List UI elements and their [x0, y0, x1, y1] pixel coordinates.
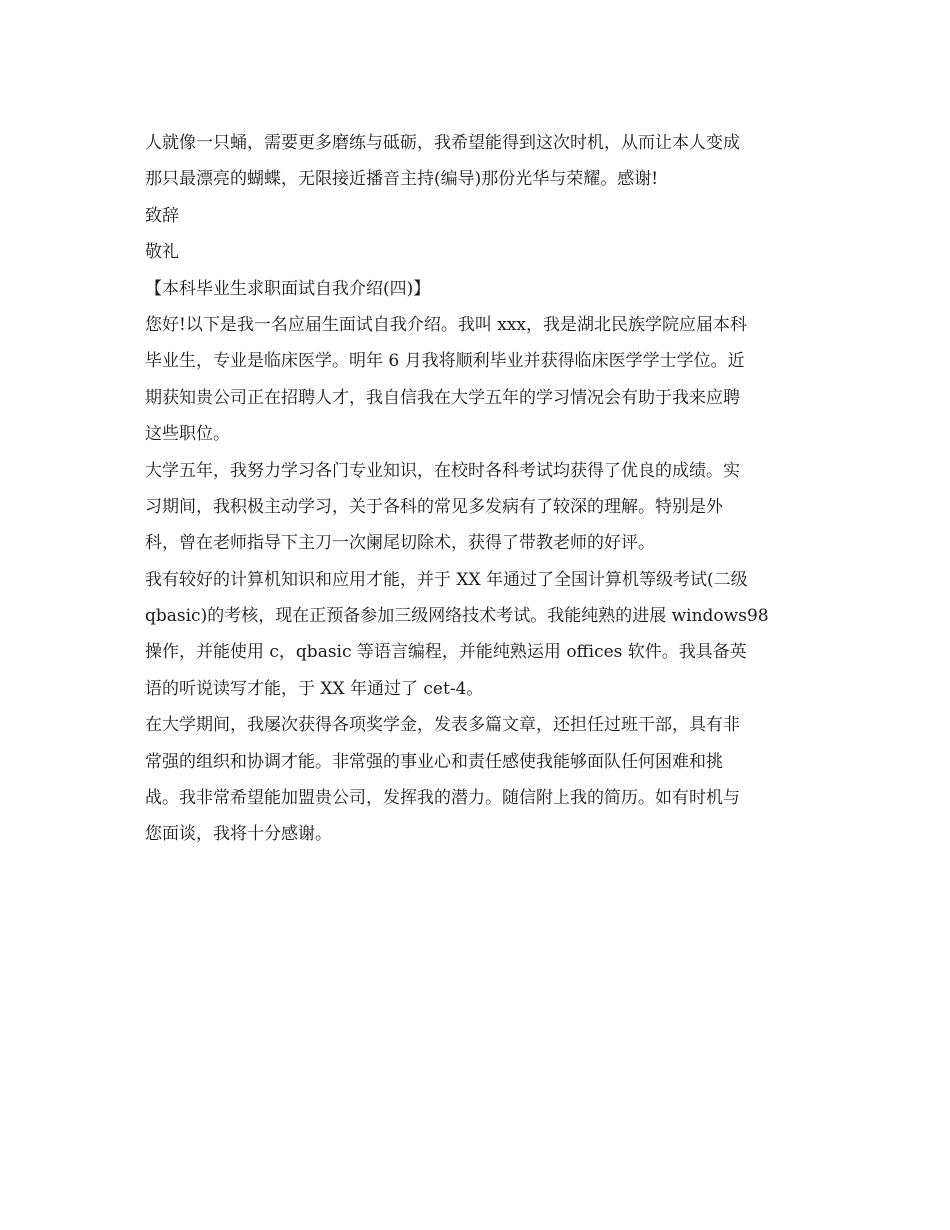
- text-line: 大学五年，我努力学习各门专业知识，在校时各科考试均获得了优良的成绩。实: [145, 460, 740, 481]
- text-line: 操作，并能使用 c，qbasic 等语言编程，并能纯熟运用 offices 软件。我具备英: [145, 642, 747, 663]
- text-line: 您面谈，我将十分感谢。: [145, 824, 332, 845]
- text-line: 常强的组织和协调才能。非常强的事业心和责任感使我能够面队任何困难和挑: [145, 751, 723, 772]
- closing-line: 致辞: [145, 205, 179, 226]
- text-line: 语的听说读写才能，于 XX 年通过了 cet-4。: [145, 678, 484, 699]
- text-line: qbasic)的考核，现在正预备参加三级网络技术考试。我能纯熟的进展 windows98: [145, 606, 769, 627]
- text-line: 毕业生，专业是临床医学。明年 6 月我将顺利毕业并获得临床医学学士学位。近: [145, 351, 745, 372]
- document-body: [145, 125, 810, 853]
- text-line: 这些职位。: [145, 424, 230, 445]
- text-line: 习期间，我积极主动学习，关于各科的常见多发病有了较深的理解。特别是外: [145, 496, 723, 517]
- text-line: 在大学期间，我屡次获得各项奖学金，发表多篇文章，还担任过班干部，具有非: [145, 715, 740, 736]
- text-line: 期获知贵公司正在招聘人才，我自信我在大学五年的学习情况会有助于我来应聘: [145, 387, 740, 408]
- text-line: 您好!以下是我一名应届生面试自我介绍。我叫 xxx，我是湖北民族学院应届本科: [145, 314, 747, 335]
- text-line: 科，曾在老师指导下主刀一次阑尾切除术，获得了带教老师的好评。: [145, 533, 655, 554]
- text-line: 那只最漂亮的蝴蝶，无限接近播音主持(编导)那份光华与荣耀。感谢!: [145, 169, 659, 190]
- text-line: 人就像一只蛹，需要更多磨练与砥砺，我希望能得到这次时机，从而让本人变成: [145, 133, 740, 153]
- salutation-line: 敬礼: [145, 242, 179, 263]
- section-heading: 【本科毕业生求职面试自我介绍(四)】: [145, 278, 431, 299]
- text-line: 战。我非常希望能加盟贵公司，发挥我的潜力。随信附上我的简历。如有时机与: [145, 788, 740, 809]
- text-line: 我有较好的计算机知识和应用才能，并于 XX 年通过了全国计算机等级考试(二级: [145, 569, 748, 590]
